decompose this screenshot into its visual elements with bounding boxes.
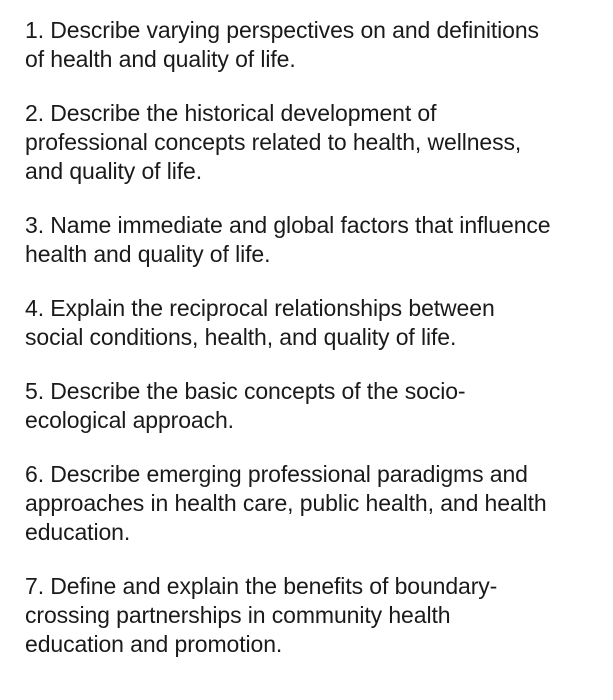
objective-line: 4. Explain the reciprocal relationships between bbox=[25, 295, 495, 321]
objective-item-4 bbox=[25, 294, 595, 352]
objective-line: education and promotion. bbox=[25, 631, 283, 657]
objective-line: 1. Describe varying perspectives on and definitions bbox=[25, 17, 539, 43]
objective-line: social conditions, health, and quality of life. bbox=[25, 324, 457, 350]
objective-item-5 bbox=[25, 377, 595, 435]
objective-line: education. bbox=[25, 519, 131, 545]
objective-item-6 bbox=[25, 460, 595, 547]
objective-line: 3. Name immediate and global factors that influence bbox=[25, 212, 551, 238]
objective-line: 2. Describe the historical development of bbox=[25, 100, 437, 126]
objective-item-2 bbox=[25, 99, 595, 186]
objective-line: and quality of life. bbox=[25, 158, 203, 184]
objective-line: crossing partnerships in community health bbox=[25, 602, 451, 628]
objective-line: professional concepts related to health, wellness, bbox=[25, 129, 522, 155]
objectives-list bbox=[25, 16, 595, 684]
objective-line: of health and quality of life. bbox=[25, 46, 296, 72]
objective-line: 7. Define and explain the benefits of boundary- bbox=[25, 573, 498, 599]
objective-item-7 bbox=[25, 572, 595, 659]
objective-item-3 bbox=[25, 211, 595, 269]
objective-line: health and quality of life. bbox=[25, 241, 271, 267]
objective-line: ecological approach. bbox=[25, 407, 234, 433]
objective-line: 5. Describe the basic concepts of the socio- bbox=[25, 378, 466, 404]
objective-line: 6. Describe emerging professional paradigms and bbox=[25, 461, 528, 487]
objective-item-1 bbox=[25, 16, 595, 74]
objective-line: approaches in health care, public health, and health bbox=[25, 490, 547, 516]
